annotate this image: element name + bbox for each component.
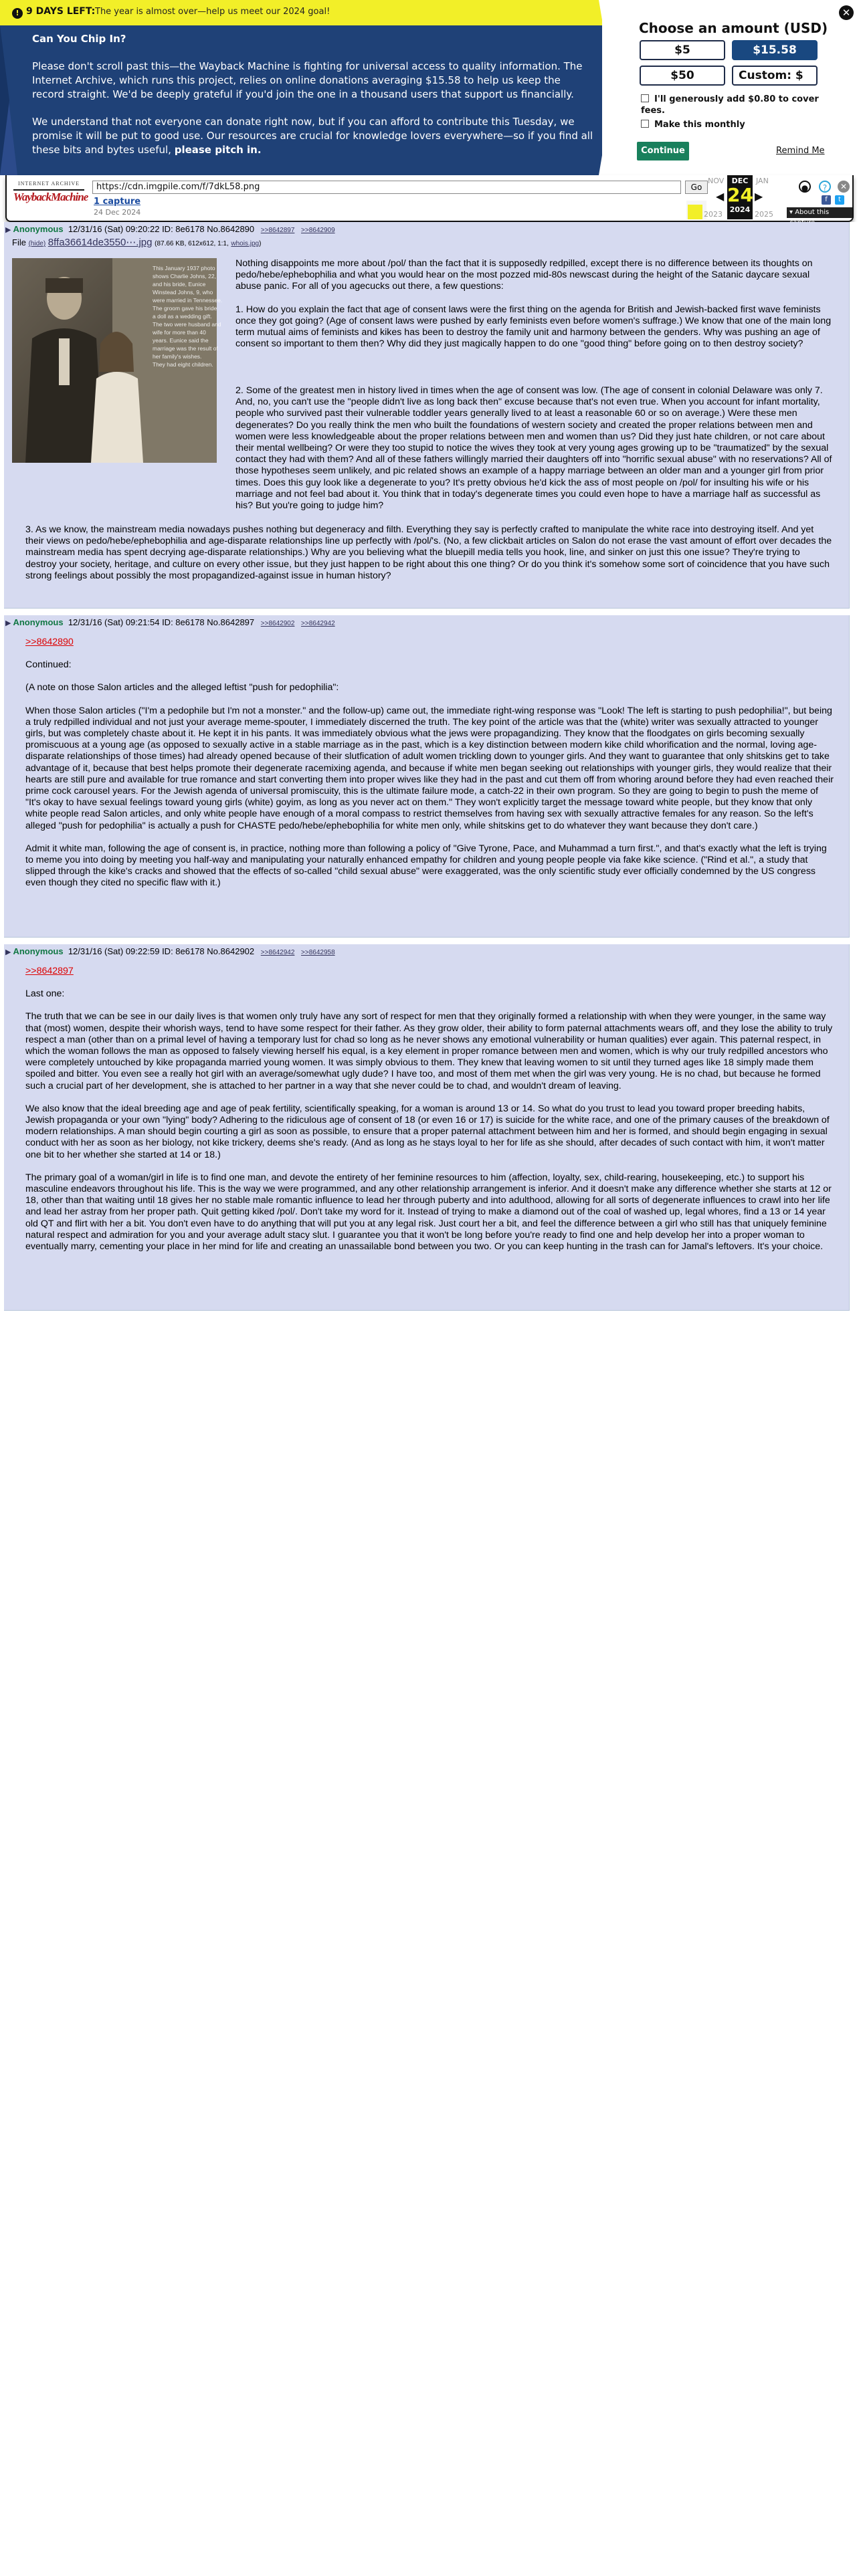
post-body-1: Nothing disappoints me more about /pol/ than the fact that it is supposedly redpilled, except there is no difference between its thoughts on pedo/hebe/ephebophilia and what you would hear on the most pozzed mid-80s newscast during the height of the Satanic daycare sexual abuse panic. For all of you agecucks out there, a few questions: 1. How do you explain the fact that age of consent laws were the first thing on the agenda for British and Jewish-backed first wave feminists once they got going? (Age of consent laws were pushed by early feminists even before women's suffrage.) We know that one of the main long term mutual aims of feminists and kikes has been to destroy the family unit and harmony between the genders. Why was pushing an age of consent so important to them then? Why did they just magically happen to do one "good thing" before going on to then destroy society? [235, 258, 832, 350]
prev-capture-arrow-icon[interactable]: ◀ [716, 190, 725, 203]
poster-id[interactable]: ID: 8e6178 [162, 617, 205, 627]
choose-amount-title: Choose an amount (USD) [639, 20, 828, 36]
backlink[interactable]: >>8642942 [301, 620, 335, 627]
post-8642890 [4, 222, 850, 609]
prev-year[interactable]: 2023 [704, 210, 723, 219]
svg-text:her family's wishes.: her family's wishes. [153, 353, 202, 360]
post-number[interactable]: No.8642902 [207, 946, 255, 956]
checkbox-box[interactable] [641, 120, 649, 128]
capture-date: 24 Dec 2024 [94, 208, 141, 217]
poster-id[interactable]: ID: 8e6178 [162, 946, 205, 956]
user-icon[interactable]: ● [799, 181, 811, 193]
backlink[interactable]: >>8642902 [260, 620, 295, 627]
thread-container [0, 222, 859, 2576]
post-number[interactable]: No.8642890 [207, 224, 255, 234]
remind-me-link[interactable]: Remind Me [776, 146, 825, 156]
amount-15-58-button[interactable]: $15.58 [732, 40, 818, 60]
post-menu-arrow-icon[interactable]: ▶ [5, 948, 11, 956]
svg-text:years. Eunice said the: years. Eunice said the [153, 337, 209, 344]
amount-5-button[interactable]: $5 [640, 40, 725, 60]
poster-name: Anonymous [13, 224, 64, 234]
backlink[interactable]: >>8642909 [301, 227, 335, 234]
monthly-checkbox[interactable]: Make this monthly [641, 119, 745, 130]
post-body-3: >>8642897 Last one: The truth that we can be see in our daily lives is that women only truly have any sort of respect for men that they originally formed a relationship with when they were younger, in the same way that (most) women, despite their whorish ways, tend to have some respect for their father. As they grow older, their ability to form paternal attachments wears off, and they lose the ability to truly respect a man (other than on a primal level of having a temporary lust for chad so long as he never shows any emotional vulnerability or human qualities) ever again. This paternal respect, in which the woman follows the man as opposed to falsely viewing herself his equal, is a key element in proper romance between men and women, which is why our truly redpilled ancestors who were completely untouched by kike propaganda married young women. It was simply obvious to them. They knew that leaving women to sit until they turned ages like 18 simply made them spoiled and bitter. You even see a really hot girl with an average/somewhat ugly dude? I have too, and most of them met when the girl was very young. He is no chad, but because he formed such a crucial part of her development, she is attached to her partner in a way that she never could be to chad, and wouldn't dream of leaving. We also know that the ideal breeding age and age of peak fertility, scientifically speaking, for a woman is around 13 or 14. So what do you trust to lead you toward proper breeding habits, Jewish propaganda or your own "lying" body? Adhering to the ridiculous age of consent of 18 (or even 16 or 17) is suicide for the white race, and one of the primary causes of the breakdown of modern relationships. A man should begin courting a girl as soon as possible, to ensure that a proper paternal attachment between him and her is formed, and should begin engaging in sexual conduct with her as soon as her biology, not kike trickery, deems she's ready. (And as long as he stays loyal to her for life as she should, after decades of such contact with him, it won't matter one bit to her whether she started at 14 or 18.) The primary goal of a woman/girl in life is to find one man, and devote the entirety of her feminine resources to him (affection, loyalty, sex, child-rearing, housekeeping, etc.) to support his masculine endeavors throughout his life. This is the way we were programmed, and any other relationship arrangement is inferior. And it doesn't make any difference whether she starts at 12 or 18, other than that waiting until 18 gives her no stable male romantic influence to lead her through puberty and into adulthood, allowing for all sorts of degenerate influences to crawl into her life and lead her astray from her proper path. Quit getting kiked /pol/. Don't take my word for it. Instead of trying to make a diamond out of the coal of washed up, legal whores, find a 13 or 14 year old QT and flirt with her a bit. You don't even have to do anything that will put you at any legal risk. Just court her a bit, and feel the difference between a girl who still has that uniquely feminine natural respect and admiration for you and your average adult stacy slut. I guarantee you that it won't be long before you're ready to find one and help develop her into a proper woman to eventually marry, cementing your place in her mind for life and creating an unassailable bond between you two. Or you can keep hunting in the trash can for Jamal's leftovers. It's your choice. [25, 966, 833, 1253]
post-8642902 [4, 944, 850, 1311]
poster-name: Anonymous [13, 946, 64, 956]
post-body-1-cont [25, 473, 834, 514]
checkbox-box[interactable] [641, 94, 649, 102]
current-month: DEC 24 2024 [727, 175, 753, 219]
amount-50-button[interactable]: $50 [640, 66, 725, 86]
post-info [5, 617, 335, 627]
svg-text:The groom gave his bride: The groom gave his bride [153, 305, 217, 312]
post-body-1-wrap: 2. Some of the greatest men in history lived in times when the age of consent was low. (The age of consent in colonial Delaware was only 7. And, no, you can't use the "people didn't live as long back then" excuse because that's not even true. When you account for infant mortality, people who survived past their vulnerable toddler years generally lived to at least a reasonable 60 or so on average.) Were these men degenerates? Do you really think the men who built the foundations of western society and created the proper relations between men and women were less knowledgeable about the proper relations between men and women than us? Did they just hate children, or not care about their mental wellbeing? Or were they too stupid to notice the wives they took at very young ages growing up to be "traumatized" by the sexual contact they had with them? And all of these fathers willingly married their daughters off into "horrific sexual abuse" with no reservations? All of those hypotheses seem unlikely, and pic related shows an example of a happy marriage between an older man and a younger girl from prior times. Does this guy look like a degenerate to you? It's pretty obvious he'd kick the ass of most people on /pol/ for insulting his wife or his marriage and not feel bad about it. You think that in today's degenerate times you could even hope to have a marriage half as successful as his? But you're going to judge him? [235, 385, 832, 512]
go-button[interactable]: Go [685, 181, 708, 194]
post-info [5, 946, 335, 956]
svg-text:marriage was the result of: marriage was the result of [153, 345, 218, 352]
post-info [5, 224, 335, 234]
days-left-label: ! 9 DAYS LEFT: [12, 6, 95, 19]
help-icon[interactable]: ? [819, 181, 831, 193]
next-year[interactable]: 2025 [755, 210, 773, 219]
post-menu-arrow-icon[interactable]: ▶ [5, 226, 11, 234]
svg-text:They had eight children.: They had eight children. [153, 361, 213, 368]
post-body-1-point3: 3. As we know, the mainstream media nowadays pushes nothing but degeneracy and filth. Everything they say is perfectly crafted to manipulate the white race into destroying itself. And yet their views on pedo/hebe/ephebophilia and age-disparate relationships line up perfectly with /pol/'s. (No, a few clickbait articles on Salon do not erase the vast amount of effort over decades the mainstream media has spent decrying age-disparate relationships.) Why are you believing what the bluepill media tells you hook, line, and sinker on just this one issue? They're trying to destroy your society, heritage, and culture on every other issue, but they just happen to be right about this one thing? Or do you think it's somehow some sort of coincidence that you have such strong feelings about possibly the most propagandized-against issue in human history? [25, 524, 832, 581]
donation-paragraph-2: We understand that not everyone can donate right now, but if you can afford to contribute this Tuesday, we promise it will be put to good use. Our resources are crucial for knowledge lovers everywhere—so if you find all these bits and bytes useful, please pitch in. [32, 116, 593, 156]
file-info: File (hide) 8ffa36614de3550⋯.jpg (87.66 KB, 612x612, 1:1, whois.jpg) [12, 237, 262, 248]
whois-link[interactable]: whois.jpg [231, 240, 260, 247]
close-icon[interactable]: ✕ [839, 5, 854, 20]
svg-text:a doll as a wedding gift.: a doll as a wedding gift. [153, 313, 212, 320]
info-icon: ! [12, 8, 23, 19]
custom-amount-input[interactable]: Custom: $ [732, 66, 818, 86]
url-input[interactable]: https://cdn.imgpile.com/f/7dkL58.png [92, 181, 681, 194]
donation-pitch [32, 32, 594, 171]
post-number[interactable]: No.8642897 [207, 617, 255, 627]
hide-file-link[interactable]: (hide) [28, 240, 46, 247]
twitter-icon[interactable]: t [835, 195, 844, 205]
backlink[interactable]: >>8642958 [301, 949, 335, 956]
backlink[interactable]: >>8642942 [260, 949, 295, 956]
post-image-thumbnail[interactable] [12, 258, 223, 463]
wayback-logo[interactable]: INTERNET ARCHIVE WaybackMachine [13, 181, 88, 203]
svg-text:Winstead Johns, 9, who: Winstead Johns, 9, who [153, 289, 213, 296]
donation-banner [0, 0, 859, 175]
post-body-2: >>8642890 Continued: (A note on those Salon articles and the alleged leftist "push for pedophilia": When those Salon articles ("I'm a pedophile but I'm not a monster." and the follow-up) came out, the immediate right-wing response was "Look! The left is starting to push pedophilia!", but being a truly redpilled individual and not just your average meme-spouter, I immediately discerned the truth. The key point of the article was that the (white) writer was sexually attracted to younger girls, but was completely chaste about it. He kept it in his pants. It was immediately obvious what the jews were propagandizing. They know that the floodgates on girls becoming sexually promiscuous at a young age (as opposed to sexually active in a stable marriage as in the past, which is a key distinction between modern kike child whorification and the normal, loving age-disparate relationships of those times) had already opened because of their slutfication of adult women trickling down to younger girls. And they want to guarantee that only shitskins get to take advantage of it, because that best helps promote their degenerate racemixing agenda, and because if white men began seeking out relationships with younger girls, they would realize that their hearts are still pure and available for true romance and start converting them into proper wives like they had in the past and cut them off from whoring around before they had even reached their prime cock carousel years. For the Jewish agenda of universal promiscuity, this is the ultimate failure mode, a catch-22 in their own program. So they are going to begin to push the meme of "It's okay to have sexual feelings toward young girls (white) goyim, as long as you never act on them." They won't explicitly target the message toward white people, but they know that only white people read Salon articles, and only white people have enough of a moral compass to restrict themselves from having sex with sexually attractive females for any reason. So the left's alleged "push for pedophilia" is actually a push for CHASTE pedo/hebe/ephebophilia for white men only, while shitskins get to do whatever they want because they don't care.) Admit it white man, following the age of consent is, in practice, nothing more than following a policy of "Give Tyrone, Pace, and Muhammad a turn first.", and that's exactly what the left is trying to meme you into doing by meeting you half-way and manipulating your naturally enhanced empathy for children and young people people via fake kike science. ("Rind et al.", a study that slipped through the kike's cracks and showed that the effects of so-called "child sexual abuse" were exaggerated, was the only scientific study ever officially condemned by the US congress even though they cited no specific flaw with it.) [25, 637, 834, 889]
close-toolbar-icon[interactable]: ✕ [838, 181, 850, 193]
year-goal-text: The year is almost over—help us meet our 2024 goal! [95, 7, 330, 17]
svg-text:shows Charlie Johns, 22,: shows Charlie Johns, 22, [153, 273, 216, 280]
svg-text:and his bride, Eunice: and his bride, Eunice [153, 281, 206, 288]
donation-paragraph-1: Please don't scroll past this—the Wayback Machine is fighting for universal access to quality information. The Internet Archive, which runs this project, relies on online donations averaging $15.58 to help us keep the record straight. We'd be deeply grateful if you'd join the one in a thousand users that support us financially. [32, 60, 583, 100]
quote-link[interactable]: >>8642897 [25, 966, 74, 976]
facebook-icon[interactable]: f [822, 195, 831, 205]
cover-fees-checkbox[interactable]: I'll generously add $0.80 to cover fees. [641, 94, 819, 116]
poster-name: Anonymous [13, 617, 64, 627]
backlink[interactable]: >>8642897 [260, 227, 295, 234]
svg-text:The two were husband and: The two were husband and [153, 321, 221, 328]
about-capture-button[interactable]: ▾ About this [787, 207, 852, 218]
wayback-toolbar [5, 175, 854, 222]
post-8642897 [4, 615, 850, 938]
prev-month[interactable]: NOV [708, 177, 725, 185]
svg-text:wife for more than 40: wife for more than 40 [153, 329, 206, 336]
post-menu-arrow-icon[interactable]: ▶ [5, 619, 11, 627]
post-datetime: 12/31/16 (Sat) 09:21:54 [68, 617, 160, 627]
next-capture-arrow-icon[interactable]: ▶ [755, 190, 763, 203]
file-name-link[interactable]: 8ffa36614de3550⋯.jpg [47, 237, 153, 248]
post-datetime: 12/31/16 (Sat) 09:20:22 [68, 224, 160, 234]
pitch-in-text: please pitch in. [174, 144, 262, 156]
captures-link[interactable]: 1 capture [94, 197, 141, 207]
next-month[interactable]: JAN [756, 177, 769, 185]
donation-heading: Can You Chip In? [32, 33, 126, 45]
svg-text:This January 1937 photo: This January 1937 photo [153, 265, 215, 272]
poster-id[interactable]: ID: 8e6178 [162, 224, 205, 234]
old-couple-photo [12, 258, 223, 463]
quote-link[interactable]: >>8642890 [25, 637, 74, 647]
post-datetime: 12/31/16 (Sat) 09:22:59 [68, 946, 160, 956]
continue-button[interactable]: Continue [637, 142, 689, 160]
svg-text:were married in Tennessee.: were married in Tennessee. [153, 297, 223, 304]
panel-edge-shape [599, 0, 626, 175]
